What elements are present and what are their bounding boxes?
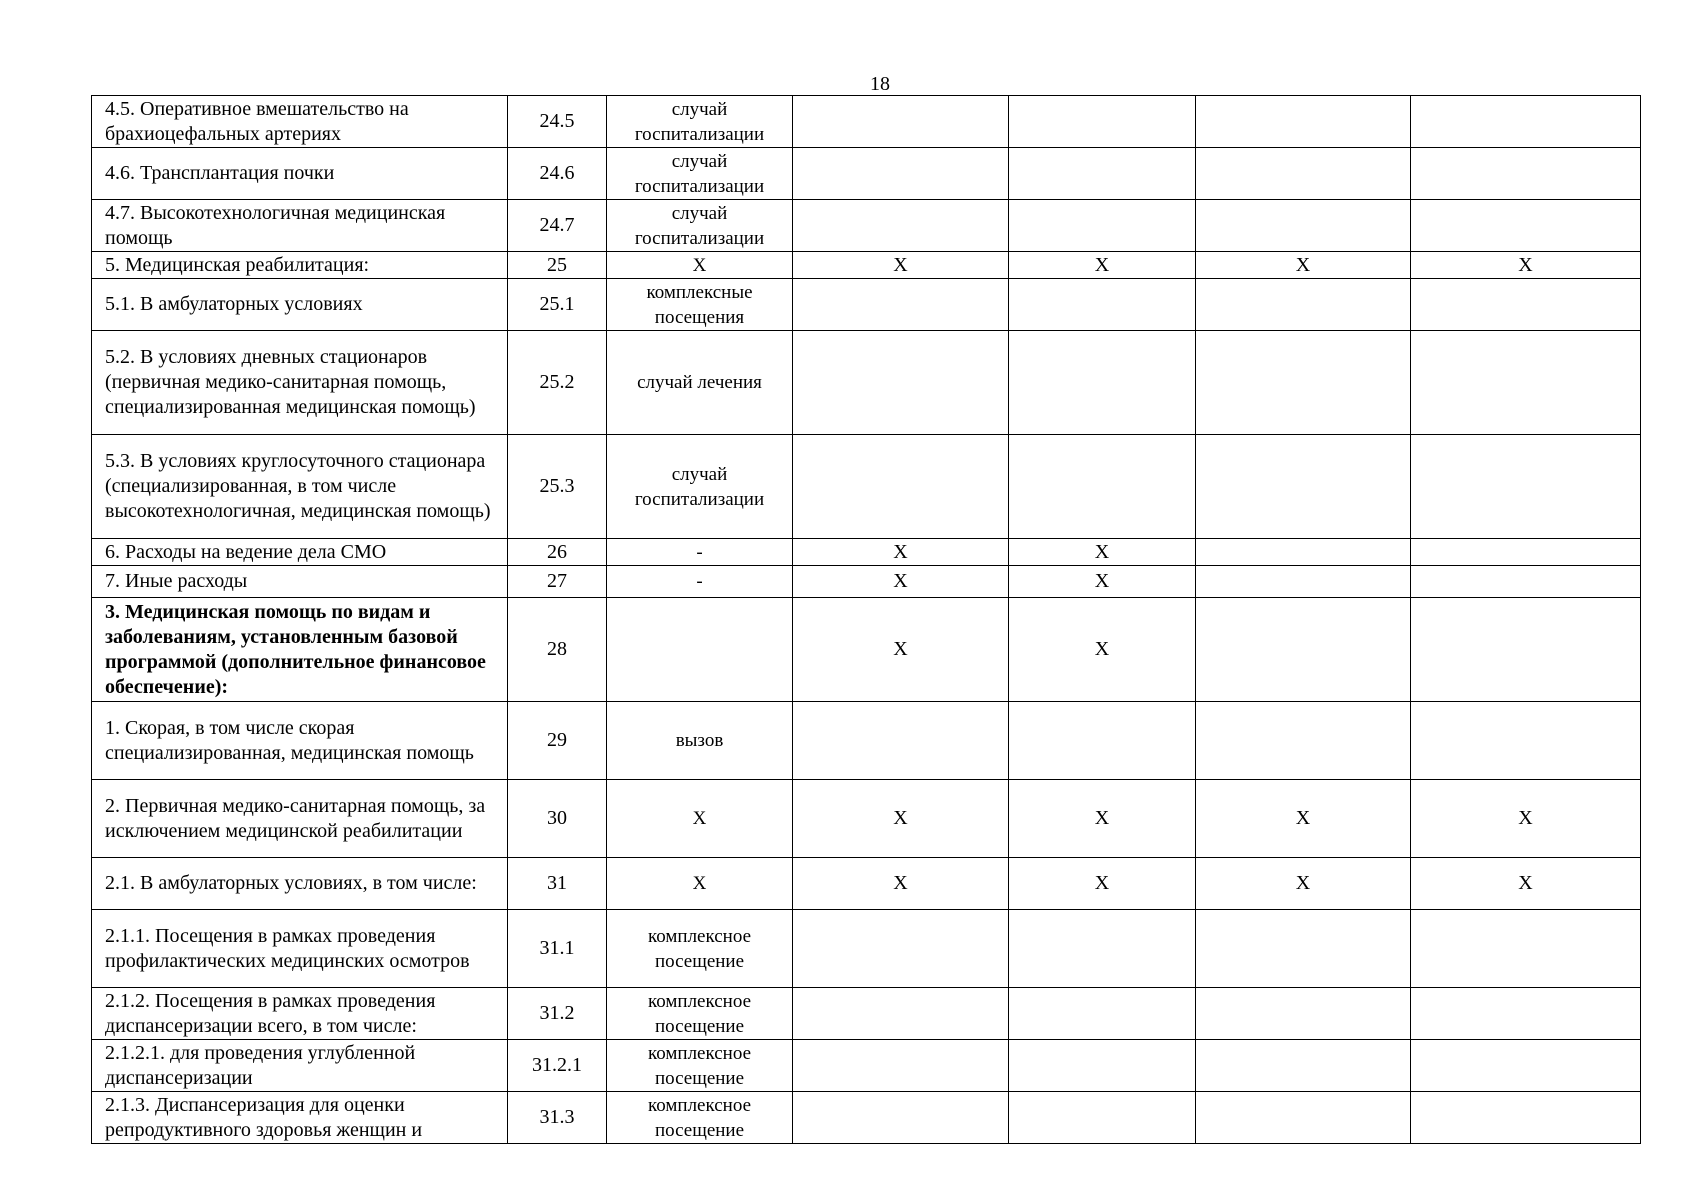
row-unit-cell: Х [607,858,793,910]
row-value-cell [1009,435,1196,539]
row-code-cell: 26 [508,539,607,566]
row-value-cell [1411,279,1641,331]
row-value-cell [1196,539,1411,566]
row-value-cell [1009,1092,1196,1144]
row-value-cell [1196,598,1411,702]
row-name-cell: 6. Расходы на ведение дела СМО [92,539,508,566]
row-value-cell [1009,148,1196,200]
row-name-cell: 4.6. Трансплантация почки [92,148,508,200]
row-value-cell [1411,566,1641,598]
row-unit-cell: вызов [607,702,793,780]
table-body [92,96,1641,1144]
row-unit-cell [607,598,793,702]
row-code-cell: 24.7 [508,200,607,252]
row-value-cell [793,1092,1009,1144]
row-value-cell [1009,1040,1196,1092]
row-code-cell: 31.2 [508,988,607,1040]
row-name-cell: 3. Медицинская помощь по видам и заболеваниям, установленным базовой программой (дополнительное финансовое обеспечение): [92,598,508,702]
row-value-cell: Х [793,598,1009,702]
row-name-cell: 2.1.3. Диспансеризация для оценки репродуктивного здоровья женщин и [92,1092,508,1144]
row-code-cell: 31.1 [508,910,607,988]
row-name-cell: 4.7. Высокотехнологичная медицинская помощь [92,200,508,252]
row-unit-cell: комплексное посещение [607,1092,793,1144]
row-code-cell: 24.5 [508,96,607,148]
row-value-cell: Х [1009,780,1196,858]
row-value-cell [1411,1092,1641,1144]
row-name-cell: 5.3. В условиях круглосуточного стационара (специализированная, в том числе высокотехнологичная, медицинская помощь) [92,435,508,539]
table-row [92,331,1641,435]
row-unit-cell: комплексное посещение [607,910,793,988]
page-number: 18 [870,73,890,95]
row-value-cell [1196,1040,1411,1092]
row-code-cell: 31.2.1 [508,1040,607,1092]
row-unit-cell: - [607,566,793,598]
row-value-cell: Х [793,252,1009,279]
row-value-cell [1196,702,1411,780]
table-row [92,702,1641,780]
row-name-cell: 1. Скорая, в том числе скорая специализированная, медицинская помощь [92,702,508,780]
row-value-cell [1009,702,1196,780]
row-value-cell [1411,148,1641,200]
row-value-cell [1411,598,1641,702]
table-row [92,1092,1641,1144]
row-name-cell: 7. Иные расходы [92,566,508,598]
row-value-cell [1196,331,1411,435]
row-value-cell [1009,910,1196,988]
row-value-cell [793,148,1009,200]
row-value-cell: Х [793,539,1009,566]
row-value-cell: Х [1411,858,1641,910]
row-value-cell [793,988,1009,1040]
table-row [92,200,1641,252]
row-code-cell: 29 [508,702,607,780]
row-value-cell [793,279,1009,331]
row-code-cell: 25.1 [508,279,607,331]
row-value-cell [1196,566,1411,598]
row-name-cell: 2.1.1. Посещения в рамках проведения профилактических медицинских осмотров [92,910,508,988]
row-value-cell [1196,200,1411,252]
row-code-cell: 28 [508,598,607,702]
row-value-cell: Х [1196,780,1411,858]
row-unit-cell: случай лечения [607,331,793,435]
row-value-cell: Х [1009,858,1196,910]
row-value-cell: Х [1196,858,1411,910]
table-row [92,252,1641,279]
row-value-cell: Х [793,780,1009,858]
row-value-cell [1411,96,1641,148]
table-row [92,988,1641,1040]
row-code-cell: 25.3 [508,435,607,539]
row-value-cell [1411,702,1641,780]
row-name-cell: 5.2. В условиях дневных стационаров (первичная медико-санитарная помощь, специализированная медицинская помощь) [92,331,508,435]
row-value-cell: Х [1196,252,1411,279]
table-row [92,858,1641,910]
row-code-cell: 25 [508,252,607,279]
table-row [92,780,1641,858]
row-value-cell [1196,148,1411,200]
row-name-cell: 5.1. В амбулаторных условиях [92,279,508,331]
row-code-cell: 31 [508,858,607,910]
row-value-cell [1411,910,1641,988]
row-value-cell [1009,279,1196,331]
table-row [92,279,1641,331]
row-value-cell [1196,988,1411,1040]
row-value-cell [1196,435,1411,539]
table-row [92,148,1641,200]
row-code-cell: 24.6 [508,148,607,200]
table-row [92,435,1641,539]
row-name-cell: 2.1.2.1. для проведения углубленной диспансеризации [92,1040,508,1092]
data-table [91,95,1641,1144]
row-value-cell [1196,910,1411,988]
row-name-cell: 2.1.2. Посещения в рамках проведения диспансеризации всего, в том числе: [92,988,508,1040]
row-value-cell: Х [1009,252,1196,279]
row-value-cell [793,331,1009,435]
row-unit-cell: - [607,539,793,566]
row-value-cell [1411,539,1641,566]
row-value-cell [1411,331,1641,435]
row-unit-cell: случай госпитализации [607,96,793,148]
row-unit-cell: случай госпитализации [607,200,793,252]
row-value-cell [1196,96,1411,148]
row-unit-cell: комплексное посещение [607,1040,793,1092]
row-value-cell: Х [793,566,1009,598]
row-value-cell [1009,331,1196,435]
row-value-cell [1411,200,1641,252]
row-value-cell [1009,988,1196,1040]
row-code-cell: 30 [508,780,607,858]
row-value-cell [1009,96,1196,148]
table-row [92,566,1641,598]
row-value-cell: Х [793,858,1009,910]
table-row [92,1040,1641,1092]
row-code-cell: 27 [508,566,607,598]
table-row [92,96,1641,148]
row-value-cell [1009,200,1196,252]
row-value-cell [793,96,1009,148]
row-value-cell [1411,988,1641,1040]
table-row [92,539,1641,566]
row-value-cell [1411,1040,1641,1092]
row-value-cell [793,702,1009,780]
row-code-cell: 25.2 [508,331,607,435]
row-value-cell [1196,1092,1411,1144]
row-name-cell: 5. Медицинская реабилитация: [92,252,508,279]
row-value-cell: Х [1009,539,1196,566]
row-unit-cell: Х [607,252,793,279]
row-unit-cell: комплексные посещения [607,279,793,331]
table-row [92,598,1641,702]
row-value-cell [793,910,1009,988]
row-name-cell: 4.5. Оперативное вмешательство на брахиоцефальных артериях [92,96,508,148]
row-unit-cell: случай госпитализации [607,148,793,200]
row-unit-cell: случай госпитализации [607,435,793,539]
row-value-cell [793,200,1009,252]
row-code-cell: 31.3 [508,1092,607,1144]
row-value-cell: Х [1009,566,1196,598]
row-unit-cell: комплексное посещение [607,988,793,1040]
row-value-cell [1196,279,1411,331]
row-value-cell: Х [1009,598,1196,702]
row-value-cell [793,435,1009,539]
row-value-cell: Х [1411,252,1641,279]
row-value-cell [793,1040,1009,1092]
row-value-cell [1411,435,1641,539]
row-name-cell: 2.1. В амбулаторных условиях, в том числе: [92,858,508,910]
row-name-cell: 2. Первичная медико-санитарная помощь, за исключением медицинской реабилитации [92,780,508,858]
table-row [92,910,1641,988]
row-unit-cell: Х [607,780,793,858]
row-value-cell: Х [1411,780,1641,858]
